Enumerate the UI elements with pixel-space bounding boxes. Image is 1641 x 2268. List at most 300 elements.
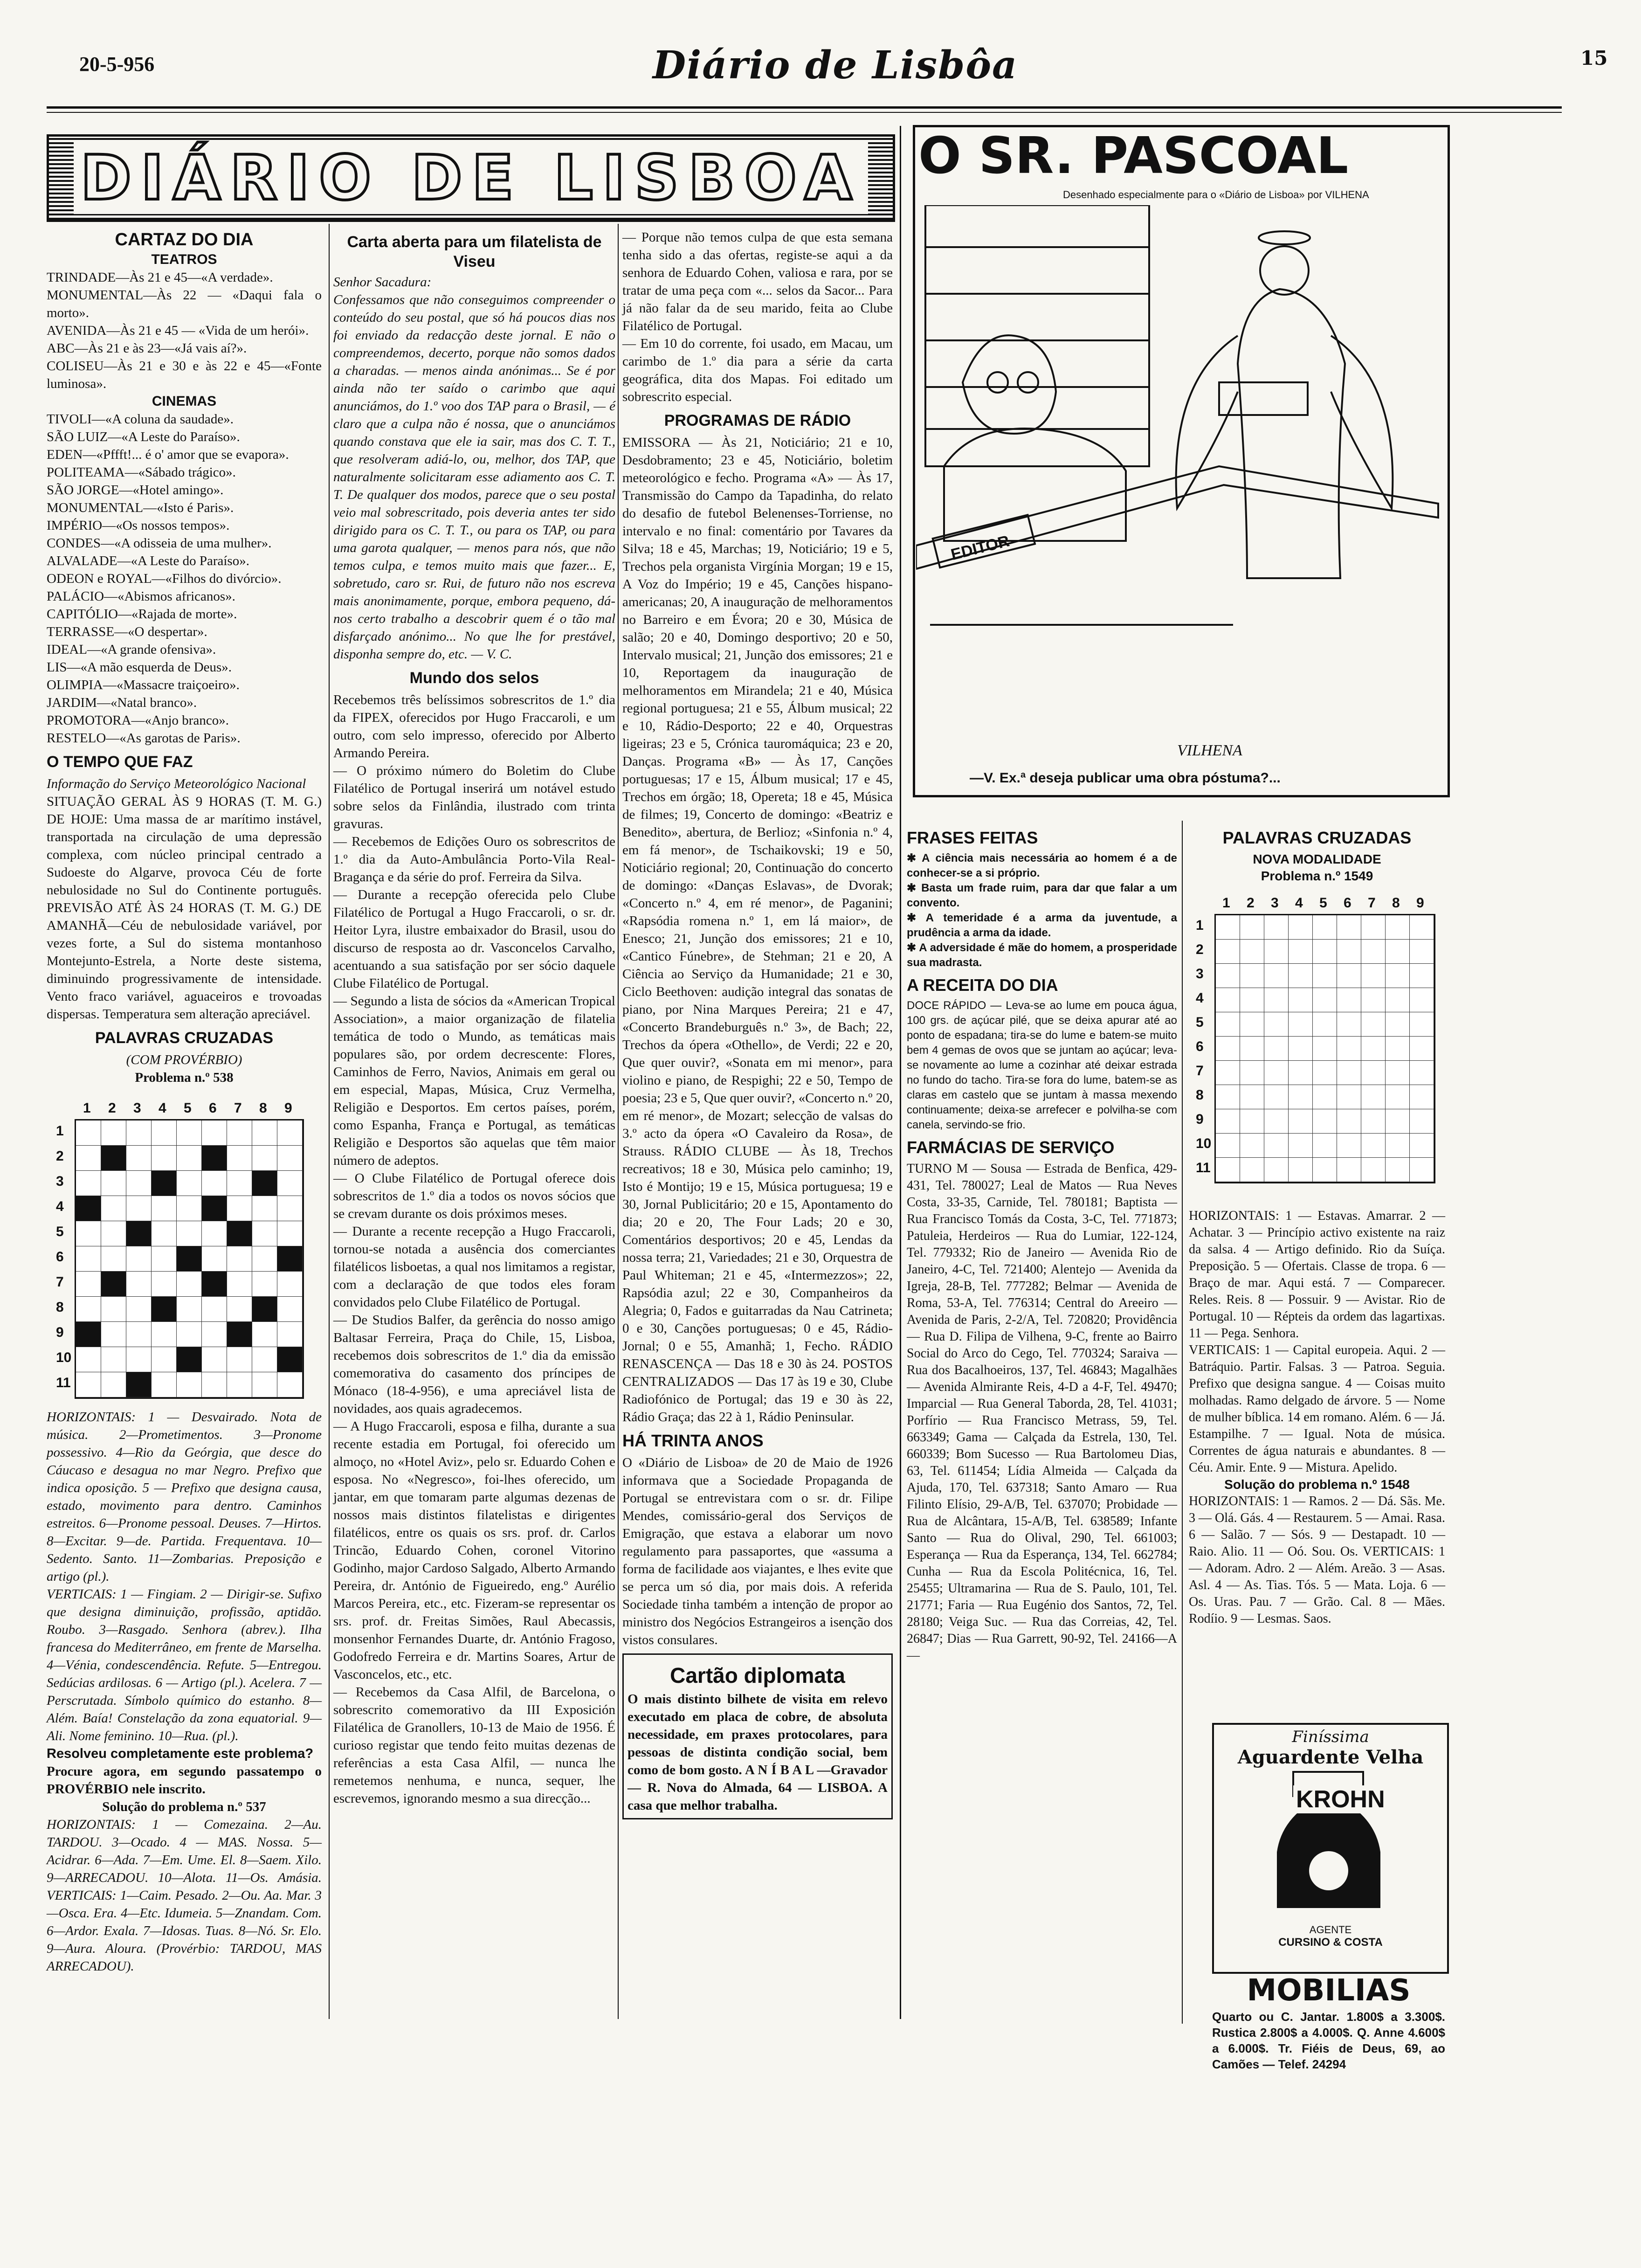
crossword-cell[interactable] (1386, 915, 1410, 940)
krohn-agent: AGENTE (1309, 1924, 1352, 1936)
crossword-cell[interactable] (1361, 915, 1386, 940)
crossword-black-cell (177, 1246, 202, 1272)
crossword-cell[interactable] (1386, 964, 1410, 988)
crossword-cell[interactable] (177, 1146, 202, 1171)
crossword-cell[interactable] (1216, 1085, 1240, 1109)
frase-item: ✱ A ciência mais necessária ao homem é a de conhecer-se a si próprio. (907, 852, 1177, 879)
crossword-cell[interactable] (177, 1272, 202, 1297)
crossword-cell[interactable] (1337, 1012, 1361, 1037)
crossword-cell[interactable] (1264, 1158, 1289, 1182)
crossword-black-cell (101, 1146, 126, 1171)
mundo-title: Mundo dos selos (409, 669, 539, 687)
crossword-cell[interactable] (76, 1272, 101, 1297)
crossword-cell[interactable] (1216, 915, 1240, 940)
crossword-cell[interactable] (252, 1146, 277, 1171)
crossword-cell[interactable] (277, 1322, 303, 1347)
crossword-cell[interactable] (1386, 1061, 1410, 1085)
cw-left-problem: Problema n.º 538 (135, 1070, 234, 1085)
cinemas-title: CINEMAS (152, 394, 217, 409)
crossword-cell[interactable] (1216, 988, 1240, 1012)
crossword-cell[interactable] (126, 1196, 152, 1221)
cartoon-signature: VILHENA (1177, 742, 1242, 759)
crossword-row-number: 8 (1196, 1087, 1204, 1103)
crossword-column-number: 9 (1416, 895, 1424, 911)
crossword-cell[interactable] (277, 1221, 303, 1246)
crossword-cell[interactable] (1264, 915, 1289, 940)
cinema-listing: CAPITÓLIO—«Rajada de morte». (47, 607, 237, 622)
cartoon-illustration (916, 205, 1443, 765)
crossword-left (56, 1100, 317, 1404)
crossword-row-number: 7 (1196, 1063, 1204, 1079)
cinema-listing: RESTELO—«As garotas de Paris». (47, 731, 241, 746)
mundo-para: — Porque não temos culpa de que esta semana tenha sido a das ofertas, registe-se aqui a da senhora de Eduardo Cohen, valiosa e rara, por se tratar de uma peça com «... selos da Sacor... Para já não falar da de seu marido, feita ao Clube Filatélico de Portugal. (622, 230, 893, 333)
crossword-cell[interactable] (1264, 964, 1289, 988)
crossword-cell[interactable] (1313, 1061, 1337, 1085)
crossword-cell[interactable] (1264, 1061, 1289, 1085)
crossword-cell[interactable] (1410, 1061, 1434, 1085)
crossword-column-number: 7 (234, 1100, 242, 1116)
crossword-cell[interactable] (252, 1372, 277, 1397)
crossword-cell[interactable] (1289, 1134, 1313, 1158)
crossword-cell[interactable] (1240, 1037, 1264, 1061)
crossword-cell[interactable] (1216, 964, 1240, 988)
cinema-listing: OLIMPIA—«Massacre traiçoeiro». (47, 678, 240, 692)
crossword-cell[interactable] (126, 1272, 152, 1297)
crossword-cell[interactable] (1313, 940, 1337, 964)
crossword-cell[interactable] (1289, 1037, 1313, 1061)
cartaz-title: CARTAZ DO DIA (115, 230, 254, 249)
crossword-cell[interactable] (76, 1221, 101, 1246)
crossword-cell[interactable] (1264, 940, 1289, 964)
receita-title: A RECEITA DO DIA (907, 975, 1058, 995)
cinema-listing: ODEON e ROYAL—«Filhos do divórcio». (47, 571, 282, 586)
crossword-cell[interactable] (101, 1372, 126, 1397)
crossword-black-cell (202, 1272, 227, 1297)
crossword-cell[interactable] (1240, 988, 1264, 1012)
crossword-cell[interactable] (1289, 988, 1313, 1012)
crossword-cell[interactable] (1361, 1012, 1386, 1037)
crossword-column-number: 9 (284, 1100, 292, 1116)
crossword-column-number: 6 (209, 1100, 217, 1116)
crossword-cell[interactable] (152, 1221, 177, 1246)
crossword-cell[interactable] (152, 1347, 177, 1372)
mobilias-text: Quarto ou C. Jantar. 1.800$ a 3.300$. Rustica 2.800$ a 4.000$. Q. Anne 4.600$ a 6.000$. Tr. Fiéis de Deus, 69, ao Camões — Telef. 24294 (1212, 2010, 1445, 2071)
cinema-listing: ALVALADE—«A Leste do Paraíso». (47, 553, 249, 568)
crossword-cell[interactable] (101, 1322, 126, 1347)
crossword-cell[interactable] (1386, 988, 1410, 1012)
crossword-column-number: 2 (108, 1100, 116, 1116)
crossword-cell[interactable] (1337, 964, 1361, 988)
crossword-cell[interactable] (101, 1120, 126, 1146)
crossword-row-number: 4 (56, 1199, 64, 1214)
tempo-subtitle: Informação do Serviço Meteorológico Nacional (47, 776, 306, 791)
crossword-cell[interactable] (1337, 940, 1361, 964)
section-banner (47, 134, 895, 222)
crossword-cell[interactable] (1216, 1158, 1240, 1182)
crossword-row-number: 11 (56, 1375, 71, 1390)
crossword-cell[interactable] (1337, 1109, 1361, 1134)
mundo-para: — Recebemos de Edições Ouro os sobrescritos de 1.º dia da Auto-Ambulância Porto-Vila Real-Bragança e da série do prof. Ferreira da Silva. (333, 834, 615, 885)
crossword-cell[interactable] (126, 1322, 152, 1347)
crossword-cell[interactable] (1410, 1109, 1434, 1134)
crossword-black-cell (227, 1221, 252, 1246)
crossword-row-number: 10 (1196, 1136, 1212, 1151)
crossword-cell[interactable] (76, 1171, 101, 1196)
crossword-cell[interactable] (1216, 1061, 1240, 1085)
crossword-cell[interactable] (252, 1322, 277, 1347)
crossword-cell[interactable] (1410, 964, 1434, 988)
crossword-cell[interactable] (227, 1272, 252, 1297)
crossword-cell[interactable] (1240, 1061, 1264, 1085)
crossword-cell[interactable] (177, 1297, 202, 1322)
krohn-line2: Aguardente Velha (1237, 1746, 1424, 1768)
crossword-cell[interactable] (1337, 915, 1361, 940)
crossword-cell[interactable] (1361, 988, 1386, 1012)
crossword-cell[interactable] (1410, 940, 1434, 964)
crossword-row-number: 3 (56, 1174, 64, 1189)
crossword-cell[interactable] (101, 1297, 126, 1322)
column-rule (900, 126, 901, 2019)
manuscript-icon (1219, 382, 1308, 415)
crossword-row-number: 2 (56, 1148, 64, 1164)
crossword-row-number: 3 (1196, 966, 1204, 982)
crossword-black-cell (277, 1347, 303, 1372)
cartoon-credit: Desenhado especialmente para o «Diário de Lisboa» por VILHENA (1063, 189, 1369, 201)
crossword-cell[interactable] (1289, 1085, 1313, 1109)
column-selos (333, 228, 615, 1807)
crossword-cell[interactable] (252, 1221, 277, 1246)
column-cw-left-clues (47, 1408, 322, 1975)
crossword-cell[interactable] (126, 1347, 152, 1372)
crossword-cell[interactable] (1313, 1085, 1337, 1109)
crossword-cell[interactable] (277, 1146, 303, 1171)
krohn-ad (1212, 1723, 1449, 1974)
crossword-cell[interactable] (152, 1146, 177, 1171)
crossword-cell[interactable] (1216, 1012, 1240, 1037)
tempo-text: SITUAÇÃO GERAL ÀS 9 HORAS (T. M. G.) DE HOJE: Uma massa de ar marítimo instável, transportada na circulação de uma depressão complexa, com núcleo principal centrado a Sudoeste do Algarve, provoca Céu de forte nebulosidade no Sul do Continente português. PREVISÃO ATÉ ÀS 24 HORAS (T. M. G.) DE AMANHÃ—Céu de nebulosidade variável, por vezes forte, a Sul do sistema montanhoso Montejunto-Estrela, a Norte deste sistema, diminuindo progressivamente de intensidade. Vento fraco variável, aguaceiros e trovoadas dispersas. Temperatura sem alteração apreciável. (47, 794, 322, 1022)
crossword-column-number: 3 (133, 1100, 141, 1116)
banner-text: DIÁRIO DE LISBOA (74, 142, 868, 214)
cartao-title: Cartão diplomata (670, 1663, 845, 1687)
crossword-cell[interactable] (126, 1120, 152, 1146)
crossword-cell[interactable] (1240, 1012, 1264, 1037)
crossword-cell[interactable] (152, 1372, 177, 1397)
crossword-row-number: 6 (1196, 1039, 1204, 1054)
crossword-cell[interactable] (1289, 915, 1313, 940)
cw-right-title: PALAVRAS CRUZADAS (1222, 828, 1412, 847)
crossword-cell[interactable] (76, 1120, 101, 1146)
crossword-cell[interactable] (252, 1272, 277, 1297)
cw-left-horizontais: HORIZONTAIS: 1 — Desvairado. Nota de música. 2—Prometimentos. 3—Pronome possessivo. 4—Rio da Geórgia, que desce do Cáucaso e desagua no mar Negro. Prefixo que indica oposição. 5 — Prefixo que designa causa, estado, movimento para dentro. Caminhos estreitos. 6—Pronome pessoal. Deuses. 7—Hirtos. 8—Excitar. 9—de. Partida. Frequentava. 10—Sedento. Santo. 11—Zombarias. Preposição e artigo (pl.). (47, 1410, 322, 1584)
crossword-cell[interactable] (277, 1272, 303, 1297)
crossword-cell[interactable] (1264, 1134, 1289, 1158)
crossword-cell[interactable] (1386, 1134, 1410, 1158)
mundo-para: — O Clube Filatélico de Portugal oferece dois sobrescritos de 1.º dia a todos os novos sócios que se crevam durante os dois próximos meses. (333, 1171, 615, 1221)
crossword-column-number: 1 (1222, 895, 1230, 911)
teatro-listing: TRINDADE—Às 21 e 45—«A verdade». (47, 270, 273, 285)
crossword-cell[interactable] (202, 1120, 227, 1146)
crossword-cell[interactable] (202, 1297, 227, 1322)
crossword-cell[interactable] (76, 1372, 101, 1397)
cinema-listing: PALÁCIO—«Abismos africanos». (47, 589, 235, 604)
radio-title: PROGRAMAS DE RÁDIO (664, 412, 851, 429)
crossword-cell[interactable] (202, 1246, 227, 1272)
crossword-cell[interactable] (202, 1347, 227, 1372)
crossword-cell[interactable] (1386, 940, 1410, 964)
crossword-row-number: 6 (56, 1249, 64, 1265)
crossword-row-number: 1 (56, 1123, 64, 1139)
crossword-cell[interactable] (1289, 964, 1313, 988)
crossword-cell[interactable] (1386, 1012, 1410, 1037)
mundo-para: — Em 10 do corrente, foi usado, em Macau, um carimbo de 1.º dia para a série da carta geográfica, dita dos Mapas. Foi editado um sobrescrito especial. (622, 336, 893, 404)
mundo-para: — A Hugo Fraccaroli, esposa e filha, durante a sua recente estadia em Portugal, foi oferecido um almoço, no «Hotel Aviz», pelo sr. Eduardo Cohen e esposa. No «Negresco», foi-lhes oferecido, um jantar, em que tomaram parte algumas dezenas de nossos mais distintos filatelistas e dirigentes filatélicos, entre os quais os srs. prof. dr. Carlos Trincão, Eduardo Cohen, coronel Vitorino Godinho, major Cardoso Salgado, Alberto Armando Pereira, dr. António de Figueiredo, eng.º Aurélio Marcos Pereira, etc., etc. Fizeram-se representar os srs. prof. dr. Freitas Simões, Raul Abecassis, monsenhor Fernandes Duarte, dr. António Fragoso, Godofredo Ferreira e dr. Martins Soares, Artur de Vasconcelos, etc., etc. (333, 1419, 615, 1682)
crossword-cell[interactable] (202, 1171, 227, 1196)
crossword-cell[interactable] (1361, 964, 1386, 988)
crossword-row-number: 9 (56, 1325, 64, 1340)
crossword-cell[interactable] (252, 1196, 277, 1221)
crossword-cell[interactable] (202, 1221, 227, 1246)
crossword-cell[interactable] (1216, 940, 1240, 964)
mundo-para: — O próximo número do Boletim do Clube Filatélico de Portugal inserirá um notável estudo sobre selos da Finlândia, ilustrado com trinta gravuras. (333, 763, 615, 831)
crossword-cell[interactable] (1289, 1109, 1313, 1134)
crossword-cell[interactable] (177, 1196, 202, 1221)
sol-537-text: HORIZONTAIS: 1 — Comezaina. 2—Au. TARDOU. 3—Ocado. 4 — MAS. Nossa. 5—Acidrar. 6—Ada. 7—Em. Ume. El. 8—Saem. Xilo. 9—ARRECADOU. 10—Alota. 11—Os. Amásia. VERTICAIS: 1—Caim. Pesado. 2—Ou. Aa. Mar. 3—Osca. Era. 4—Etc. Idumeia. 5—Znandam. Com. 6—Ardor. Exala. 7—Idosas. Tuas. 8—Nó. Sr. Elo. 9—Aura. Aloura. (Provérbio: TARDOU, MAS ARRECADOU). (47, 1817, 322, 1974)
column-rule (329, 224, 330, 2019)
crossword-row-number: 11 (1196, 1160, 1211, 1175)
crossword-cell[interactable] (1386, 1085, 1410, 1109)
crossword-row-number: 8 (56, 1300, 64, 1315)
crossword-cell[interactable] (1337, 1037, 1361, 1061)
crossword-cell[interactable] (1313, 915, 1337, 940)
crossword-cell[interactable] (252, 1120, 277, 1146)
crossword-cell[interactable] (1410, 1085, 1434, 1109)
cinema-listing: SÃO LUIZ—«A Leste do Paraíso». (47, 429, 240, 444)
crossword-cell[interactable] (152, 1272, 177, 1297)
crossword-cell[interactable] (1337, 1158, 1361, 1182)
crossword-cell[interactable] (101, 1246, 126, 1272)
man-head-icon (963, 335, 1056, 434)
teatros-title: TEATROS (151, 252, 217, 267)
crossword-cell[interactable] (152, 1322, 177, 1347)
teatro-listing: ABC—Às 21 e às 23—«Já vais aí?». (47, 341, 247, 356)
crossword-cell[interactable] (1216, 1134, 1240, 1158)
crossword-cell[interactable] (177, 1372, 202, 1397)
mobilias-ad (1212, 1972, 1445, 2075)
crossword-cell[interactable] (1313, 988, 1337, 1012)
cw-left-subtitle: (COM PROVÉRBIO) (126, 1052, 242, 1067)
crossword-cell[interactable] (177, 1120, 202, 1146)
crossword-cell[interactable] (1337, 1134, 1361, 1158)
crossword-cell[interactable] (202, 1372, 227, 1397)
crossword-cell[interactable] (227, 1246, 252, 1272)
resolveu-text: Procure agora, em segundo passatempo o PROVÉRBIO nele inscrito. (47, 1764, 322, 1797)
crossword-cell[interactable] (126, 1146, 152, 1171)
crossword-cell[interactable] (1313, 1012, 1337, 1037)
crossword-cell[interactable] (1264, 988, 1289, 1012)
crossword-row-number: 1 (1196, 918, 1204, 933)
crossword-cell[interactable] (1240, 915, 1264, 940)
crossword-cell[interactable] (76, 1347, 101, 1372)
crossword-cell[interactable] (1386, 1037, 1410, 1061)
crossword-cell[interactable] (1240, 1109, 1264, 1134)
crossword-cell[interactable] (1264, 1037, 1289, 1061)
crossword-column-number: 8 (259, 1100, 267, 1116)
crossword-cell[interactable] (1313, 1134, 1337, 1158)
crossword-cell[interactable] (277, 1171, 303, 1196)
cinema-listing: TIVOLI—«A coluna da saudade». (47, 412, 234, 427)
crossword-cell[interactable] (126, 1246, 152, 1272)
crossword-cell[interactable] (227, 1297, 252, 1322)
column-rule (618, 224, 619, 2019)
crossword-cell[interactable] (1386, 1109, 1410, 1134)
column-rule (1182, 821, 1183, 2024)
crossword-row-number: 2 (1196, 942, 1204, 957)
crossword-cell[interactable] (1361, 1061, 1386, 1085)
crossword-cell[interactable] (227, 1171, 252, 1196)
crossword-cell[interactable] (1361, 1134, 1386, 1158)
crossword-cell[interactable] (1313, 1109, 1337, 1134)
crossword-cell[interactable] (76, 1297, 101, 1322)
crossword-black-cell (202, 1196, 227, 1221)
crossword-black-cell (101, 1272, 126, 1297)
teatro-listing: MONUMENTAL—Às 22 — «Daqui fala o morto». (47, 288, 322, 320)
column-cw-right-clues (1189, 1208, 1445, 1627)
crossword-cell[interactable] (101, 1347, 126, 1372)
crossword-cell[interactable] (177, 1322, 202, 1347)
crossword-cell[interactable] (1289, 1061, 1313, 1085)
crossword-cell[interactable] (152, 1246, 177, 1272)
crossword-cell[interactable] (1240, 940, 1264, 964)
masthead-rule (47, 106, 1562, 109)
crossword-cell[interactable] (1410, 915, 1434, 940)
crossword-cell[interactable] (1410, 1158, 1434, 1182)
crossword-cell[interactable] (227, 1347, 252, 1372)
crossword-cell[interactable] (1289, 1158, 1313, 1182)
crossword-black-cell (76, 1196, 101, 1221)
crossword-cell[interactable] (1361, 1109, 1386, 1134)
crossword-cell[interactable] (126, 1297, 152, 1322)
cartao-box (622, 1653, 893, 1819)
crossword-cell[interactable] (1361, 1037, 1386, 1061)
crossword-cell[interactable] (1264, 1012, 1289, 1037)
crossword-cell[interactable] (177, 1171, 202, 1196)
crossword-cell[interactable] (227, 1372, 252, 1397)
crossword-cell[interactable] (1410, 1134, 1434, 1158)
cinema-listing: CONDES—«A odisseia de uma mulher». (47, 536, 272, 551)
mobilias-title: MOBILIAS (1247, 1973, 1411, 2008)
cinema-listing: JARDIM—«Natal branco». (47, 695, 197, 710)
crossword-cell[interactable] (1216, 1037, 1240, 1061)
crossword-cell[interactable] (1386, 1158, 1410, 1182)
crossword-cell[interactable] (227, 1146, 252, 1171)
crossword-cell[interactable] (1410, 1037, 1434, 1061)
mundo-para: — De Studios Balfer, da gerência do nosso amigo Baltasar Ferreira, Praça do Chile, 15, Lisboa, recebemos dois sobrescritos de 1.º dia da emissão comemorativa do casamento dos príncipes de Mónaco (18-4-956), e uma apreciável lista de novidades, aos quais agradecemos. (333, 1313, 615, 1416)
crossword-cell[interactable] (126, 1171, 152, 1196)
krohn-agent-name: CURSINO & COSTA (1278, 1936, 1383, 1949)
crossword-cell[interactable] (152, 1120, 177, 1146)
crossword-cell[interactable] (76, 1246, 101, 1272)
cw-right-problem: Problema n.º 1549 (1261, 869, 1373, 883)
crossword-cell[interactable] (1216, 1109, 1240, 1134)
crossword-cell[interactable] (1240, 1158, 1264, 1182)
crossword-cell[interactable] (1313, 964, 1337, 988)
crossword-row-number: 9 (1196, 1112, 1204, 1127)
crossword-cell[interactable] (101, 1221, 126, 1246)
crossword-cell[interactable] (1313, 1037, 1337, 1061)
crossword-cell[interactable] (1240, 1085, 1264, 1109)
trinta-title: HÁ TRINTA ANOS (622, 1431, 764, 1450)
teatro-listing: AVENIDA—Às 21 e 45 — «Vida de um herói». (47, 323, 309, 338)
crossword-row-number: 10 (56, 1350, 72, 1365)
crossword-cell[interactable] (76, 1146, 101, 1171)
crossword-column-number: 5 (184, 1100, 192, 1116)
krohn-line1: Finíssima (1292, 1728, 1369, 1746)
crossword-cell[interactable] (101, 1196, 126, 1221)
crossword-column-number: 7 (1368, 895, 1376, 911)
crossword-cell[interactable] (1361, 940, 1386, 964)
mundo-para: Recebemos três belíssimos sobrescritos de 1.º dia da FIPEX, oferecidos por Hugo Fraccaroli, e um outro, com selo impresso, oferecido por Alberto Armando Pereira. (333, 692, 615, 761)
crossword-cell[interactable] (1361, 1158, 1386, 1182)
crossword-cell[interactable] (1289, 940, 1313, 964)
crossword-column-number: 4 (1295, 895, 1303, 911)
crossword-cell[interactable] (252, 1347, 277, 1372)
trinta-text: O «Diário de Lisboa» de 20 de Maio de 1926 informava que a Sociedade Propaganda de Portugal se entrevistara com o sr. dr. Filipe Mendes, comissário-geral dos Serviços de Emigração, que estava a elaborar um novo regulamento para passaportes, que «assuma a forma de facilidade aos viajantes, e lhes evite que se perca um só dia, por mais dois. A referida Sociedade tinha também a intenção de propor ao ministro dos Negócios Estrangeiros a isenção dos vistos consulares. (622, 1455, 893, 1647)
cinema-listing: IMPÉRIO—«Os nossos tempos». (47, 518, 230, 533)
crossword-cell[interactable] (1313, 1158, 1337, 1182)
crossword-cell[interactable] (277, 1120, 303, 1146)
crossword-cell[interactable] (227, 1196, 252, 1221)
crossword-cell[interactable] (1240, 1134, 1264, 1158)
crossword-cell[interactable] (1337, 1061, 1361, 1085)
cartao-text: O mais distinto bilhete de visita em relevo executado em placa de cobre, de absoluta necessidade, em praxes protocolares, para pessoas de distinta condição social, bem como de bom gosto. A N Í B A L —Gravador — R. Nova do Almada, 64 — LISBOA. A casa que melhor trabalha. (627, 1692, 888, 1813)
crossword-cell[interactable] (202, 1322, 227, 1347)
crossword-row-number: 4 (1196, 990, 1204, 1006)
crossword-black-cell (252, 1171, 277, 1196)
cw-left-title: PALAVRAS CRUZADAS (95, 1029, 274, 1047)
crossword-cell[interactable] (252, 1246, 277, 1272)
crossword-cell[interactable] (1410, 1012, 1434, 1037)
crossword-cell[interactable] (1264, 1085, 1289, 1109)
crossword-column-number: 2 (1247, 895, 1255, 911)
crossword-black-cell (152, 1171, 177, 1196)
crossword-cell[interactable] (101, 1171, 126, 1196)
crossword-cell[interactable] (1337, 1085, 1361, 1109)
crossword-cell[interactable] (1410, 988, 1434, 1012)
tempo-title: O TEMPO QUE FAZ (47, 753, 193, 771)
crossword-cell[interactable] (1289, 1012, 1313, 1037)
crossword-cell[interactable] (227, 1120, 252, 1146)
crossword-cell[interactable] (177, 1221, 202, 1246)
crossword-cell[interactable] (1337, 988, 1361, 1012)
crossword-row-number: 7 (56, 1274, 64, 1290)
crossword-black-cell (126, 1372, 152, 1397)
crossword-cell[interactable] (277, 1196, 303, 1221)
crossword-cell[interactable] (1361, 1085, 1386, 1109)
crossword-cell[interactable] (152, 1196, 177, 1221)
crossword-black-cell (202, 1146, 227, 1171)
cinema-listing: SÃO JORGE—«Hotel amingo». (47, 483, 224, 498)
crossword-cell[interactable] (277, 1372, 303, 1397)
cw-right-verticais: VERTICAIS: 1 — Capital europeia. Aqui. 2 — Batráquio. Partir. Falsas. 3 — Patroa. Seguia. Prefixo que designa sangue. 4 — Coisas muito molhadas. Ramo delgado de árvore. 5 — Nome de mulher bíblica. 14 em romano. Além. 6 — Já. Estampilhe. 7 — Igual. Nota de música. Correntes de água naturais e abundantes. 8 — Céu. Amir. Ente. 9 — Mistura. Apelido. (1189, 1343, 1445, 1475)
crossword-column-number: 5 (1319, 895, 1327, 911)
crossword-cell[interactable] (1240, 964, 1264, 988)
crossword-column-number: 6 (1344, 895, 1351, 911)
crossword-black-cell (227, 1322, 252, 1347)
crossword-grid (1214, 914, 1435, 1183)
crossword-cell[interactable] (1264, 1109, 1289, 1134)
crossword-black-cell (152, 1297, 177, 1322)
crossword-cell[interactable] (277, 1297, 303, 1322)
